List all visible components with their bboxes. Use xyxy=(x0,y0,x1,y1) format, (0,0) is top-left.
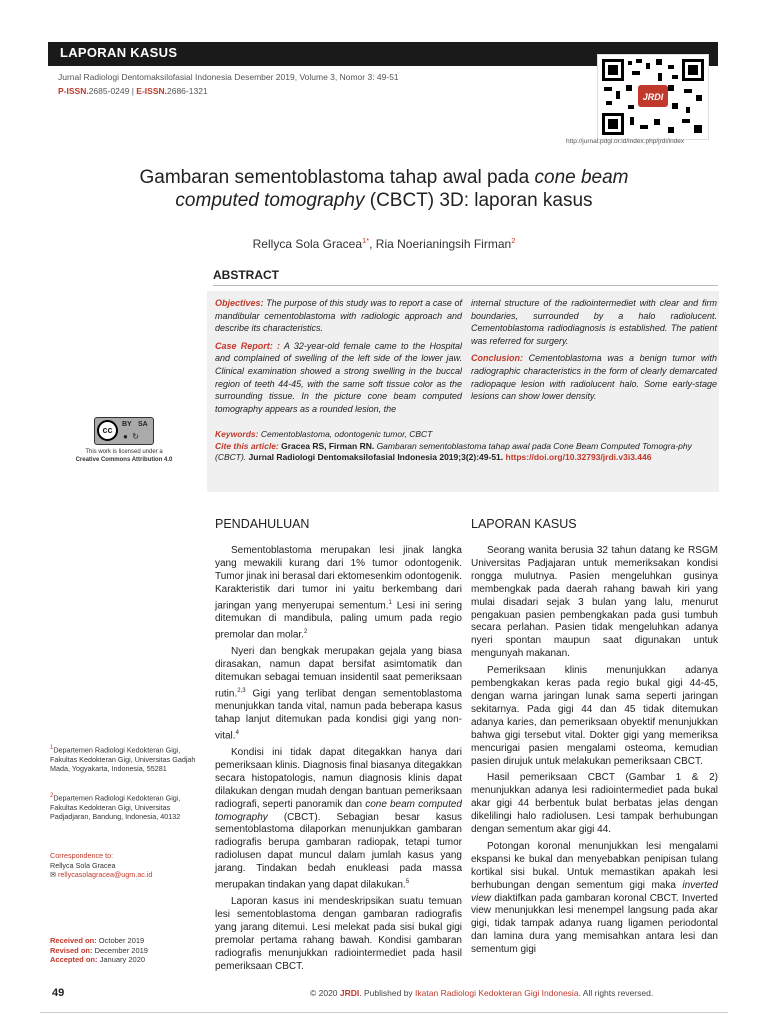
intro-paragraph-2 xyxy=(215,646,462,743)
footer-copyright xyxy=(310,988,653,998)
license-line-2: Creative Commons Attribution 4.0 xyxy=(75,456,173,463)
case-paragraph-1: Seorang wanita berusia 32 tahun datang ke RSGM Universitas Padjajaran untuk memeriksakan kondisi rongga mulutnya. Pasien mengeluhkan gusinya membengkak pada daerah rahang bawah kiri yang mulai disadari sejak 3 bulan yang lalu, menurut pengakuan pasien pembengkakan pada gusi tumbuh secara perlahan. Pasien tidak mengeluhkan adanya nyeri spontan maupun saat digunakan untuk mengunyah makanan. xyxy=(471,545,718,660)
pendahuluan-heading: PENDAHULUAN xyxy=(215,517,310,531)
r4-text: Potongan koronal menunjukkan lesi mengalami ekspansi ke bukal dan menyebabkan penipisan tulang kortikal sisi bukal. Untuk memastikan apakah lesi berhubungan dengan sementum gigi maka xyxy=(471,840,718,891)
correspondence-name: Rellyca Sola Gracea xyxy=(50,860,116,870)
keywords-label: Keywords: xyxy=(215,429,259,439)
author-list xyxy=(60,236,708,251)
p2-sup: 2,3 xyxy=(237,687,246,694)
abstract-conclusion xyxy=(471,352,717,402)
qr-code[interactable] xyxy=(597,54,709,140)
cc-sa-label: SA xyxy=(138,421,148,428)
abstract-case-report xyxy=(215,340,462,416)
p2-text: Nyeri dan bengkak merupakan gejala yang biasa dirasakan, namun dapat bersifat asimtomatik dan ditemukan sebagai temuan insidentil saat pemeriksaan rutin. xyxy=(215,646,462,700)
accepted-date xyxy=(50,955,148,965)
pissn-label: P-ISSN. xyxy=(58,86,89,96)
revised-value: December 2019 xyxy=(92,945,148,955)
affiliation-2 xyxy=(50,792,200,822)
p3b-text: (CBCT). Sebagian besar kasus sementoblastoma dilaporkan menunjukkan gambaran radiografis berupa gambaran radiopak, tetapi tumor radiolusen dapat muncul dalam jumlah kasus yang jarang. Tindakan bedah enukleasi pada massa merupakan tindakan yang dapat dilakukan. xyxy=(215,811,462,891)
footer-jrdi: JRDI xyxy=(339,988,360,998)
p1b-text: Lesi ini sering ditemukan di mandibula, paling umum pada regio premolar dan molar. xyxy=(215,599,462,641)
journal-citation-line: Jurnal Radiologi Dentomaksilofasial Indonesia Desember 2019, Volume 3, Nomor 3: 49-51 xyxy=(58,72,399,82)
p3-text: Kondisi ini tidak dapat ditegakkan hanya dari pemeriksaan klinis. Diagnosis final biasanya ditegakkan secara histopatologis, namun diagnosis klinis dapat dilakukan dengan mudah dengan bantuan pemeriksaan radiografi, seperti panoramik dan xyxy=(215,747,462,810)
correspondence xyxy=(50,851,200,880)
cc-icon: cc xyxy=(97,420,118,441)
received-value: October 2019 xyxy=(96,936,145,945)
body-column-right xyxy=(471,545,718,957)
aff2-text: Departemen Radiologi Kedokteran Gigi, Fakultas Kedokteran Gigi, Universitas Padjadjaran, Bandung, Indonesia, 40132 xyxy=(50,793,181,822)
intro-paragraph-3 xyxy=(215,747,462,892)
revised-label: Revised on: xyxy=(50,945,93,955)
laporan-kasus-heading: LAPORAN KASUS xyxy=(471,517,577,531)
correspondence-label: Correspondence to: xyxy=(50,851,114,860)
r4b-text: diaktifkan pada gambaran koronal CBCT. Inverted view menunjukkan lesi menempel langsung pada akar gigi, tidak tampak adanya ruang ligamen periodontal dan lamina dura yang memisahkan antara lesi dan sementum gigi xyxy=(471,892,718,956)
p1-sup: 1 xyxy=(388,599,392,606)
issn-separator: | xyxy=(129,86,137,96)
keywords-cite-box xyxy=(207,424,719,492)
case-paragraph-4 xyxy=(471,841,718,957)
publisher-link[interactable]: Ikatan Radiologi Kedokteran Gigi Indonesia xyxy=(415,988,579,998)
issn-line xyxy=(58,86,208,96)
cite-title: Gambaran sementoblastoma tahap awal pada Cone Beam Computed Tomogra-phy (CBCT). xyxy=(215,440,692,462)
received-date xyxy=(50,936,148,946)
article-dates xyxy=(50,936,148,965)
eissn-label: E-ISSN. xyxy=(136,86,167,96)
author-2-sup: 2 xyxy=(511,236,516,245)
qr-code-graphic xyxy=(598,55,708,139)
cite-line xyxy=(215,441,711,464)
keywords-line xyxy=(215,429,711,441)
article-title xyxy=(60,166,708,212)
objectives-text: The purpose of this study was to report a case of mandibular cementoblastoma with radiologic approach and describe its characteristics. xyxy=(215,298,462,334)
correspondence-email-row xyxy=(50,870,200,880)
affiliation-1 xyxy=(50,744,200,774)
abstract-heading: ABSTRACT xyxy=(213,268,279,282)
case-report-label: Case Report: : xyxy=(215,340,281,351)
p1-text: Sementoblastoma merupakan lesi jinak langka yang mewakili kurang dari 1% tumor odontogenik. Tumor jinak ini berasal dari ektomesenkim odontogenik. Karakteristik dari tumor ini yaitu berkembang dari jaringan yang menyerupai sementum. xyxy=(215,545,462,611)
case-paragraph-3: Hasil pemeriksaan CBCT (Gambar 1 & 2) menunjukkan adanya lesi radiointermediet pada bukal akar gigi 44 berbentuk bulat berbatas jelas dengan dikelilingi halo radiolusen. Lesi tampak berhubungan dengan sementum akar gigi 44. xyxy=(471,772,718,836)
cc-attribution-icon: ● ↻ xyxy=(123,432,139,441)
p2b-sup: 4 xyxy=(235,729,239,736)
intro-paragraph-1 xyxy=(215,545,462,642)
received-label: Received on: xyxy=(50,936,97,945)
title-part-1: Gambaran sementoblastoma tahap awal pada xyxy=(139,167,535,188)
objectives-label: Objectives: xyxy=(215,298,264,308)
journal-url-link[interactable]: http://jurnal.pdgi.or.id/index.php/jrdi/index xyxy=(566,138,685,145)
cite-authors: Gracea RS, Firman RN. xyxy=(278,440,375,451)
email-icon: ✉ xyxy=(50,870,59,879)
case-report-text: A 32-year-old female came to the Hospital and complained of swelling of the left side of the lower jaw. Clinical examination showed a strong swelling in the buccal region of teeth 44-45, with the same soft tissue color as the surrounding tissue. In the picture cone beam computed tomography appears as a rounded lesion, the xyxy=(215,340,462,414)
title-italic-2: computed tomography xyxy=(175,190,365,211)
abstract-left-column xyxy=(215,297,462,420)
footer-divider xyxy=(40,1012,728,1013)
license-line-1: This work is licensed under a xyxy=(85,449,163,455)
author-separator: , xyxy=(369,237,376,251)
p3b-sup: 5 xyxy=(405,879,410,886)
rights-text: . All rights reversed. xyxy=(578,988,654,998)
abstract-objectives xyxy=(215,297,462,335)
correspondence-email-link[interactable]: rellycasolagracea@ugm.ac.id xyxy=(58,870,153,879)
r4-italic: inverted view xyxy=(471,879,718,904)
license-note xyxy=(44,449,204,464)
abstract-right-column xyxy=(471,297,717,408)
page-number: 49 xyxy=(52,987,65,999)
accepted-value: January 2020 xyxy=(97,955,146,964)
eissn-value: 2686-1321 xyxy=(167,86,208,96)
aff1-num: 1 xyxy=(50,745,54,751)
cc-by-label: BY xyxy=(122,421,132,428)
author-1-sup: 1* xyxy=(362,236,370,245)
abstract-divider xyxy=(213,285,718,286)
copyright-text: © 2020 xyxy=(310,988,340,998)
cite-journal: Jurnal Radiologi Dentomaksilofasial Indonesia 2019;3(2):49-51. xyxy=(246,452,504,462)
conclusion-text: Cementoblastoma was a benign tumor with radiographic characteristics in the form of clearly demarcated radiopaque lesion with radiolucent halo. Some early-stage lesions can show lower density. xyxy=(471,353,717,402)
section-label: LAPORAN KASUS xyxy=(60,45,178,60)
author-1: Rellyca Sola Gracea xyxy=(252,237,363,251)
p1b-sup: 2 xyxy=(303,628,308,635)
abstract-case-report-cont: internal structure of the radiointermediet with clear and firm boundaries, surrounded by a halo radiolucent. Cementoblastoma radiodiagnosis is established. The patient was referred for surgery. xyxy=(471,298,717,346)
author-2: Ria Noerianingsih Firman xyxy=(375,237,512,251)
accepted-label: Accepted on: xyxy=(50,955,98,964)
title-part-2: (CBCT) 3D: laporan kasus xyxy=(364,190,593,211)
title-italic-1: cone beam xyxy=(534,167,629,188)
conclusion-label: Conclusion: xyxy=(471,353,523,364)
p2b-text: Gigi yang terlibat dengan sementoblastoma menunjukkan tanda vital, namun pada beberapa kasus tahap lanjut ditemukan pada kondisi gigi yang non-vital. xyxy=(215,688,462,742)
p3-italic: cone beam computed tomography xyxy=(215,798,462,823)
intro-paragraph-4: Laporan kasus ini mendeskripsikan suatu temuan lesi sementoblastoma dengan gambaran radiografis yang jarang ditemui. Lesi melekat pada sisi bukal gigi premolar pertama rahang bawah. Kondisi gambaran radiografis menunjukkan radiointermediet pada hasil pemeriksaan CBCT. xyxy=(215,896,462,972)
pissn-value: 2685-0249 xyxy=(88,86,130,96)
body-column-left xyxy=(215,545,462,974)
published-text: . Published by xyxy=(359,988,416,998)
aff1-text: Departemen Radiologi Kedokteran Gigi, Fakultas Kedokteran Gigi, Universitas Gadjah Mada, Yogyakarta, Indonesia, 55281 xyxy=(50,745,196,774)
cite-doi-link[interactable]: https://doi.org/10.32793/jrdi.v3i3.446 xyxy=(503,452,652,462)
qr-logo-label: JRDI xyxy=(642,92,664,102)
keywords-text: Cementoblastoma, odontogenic tumor, CBCT xyxy=(258,429,433,439)
cite-label: Cite this article: xyxy=(215,440,279,451)
cc-license-badge[interactable] xyxy=(94,417,154,445)
aff2-num: 2 xyxy=(50,793,54,799)
case-paragraph-2: Pemeriksaan klinis menunjukkan adanya pembengkakan keras pada regio bukal gigi 44-45, dengan warna jaringan lunak sama seperti jaringan sekitarnya. Pada gigi 44 dan 45 tidak ditemukan adanya karies, dan pemeriksaan obyektif menunjukkan bahwa gigi tersebut vital. Dokter gigi yang memeriksa mencurigai pasien mengalami osteoma, kemudian pasien dirujuk untuk melakukan pemeriksaan CBCT. xyxy=(471,665,718,767)
revised-date xyxy=(50,946,148,956)
